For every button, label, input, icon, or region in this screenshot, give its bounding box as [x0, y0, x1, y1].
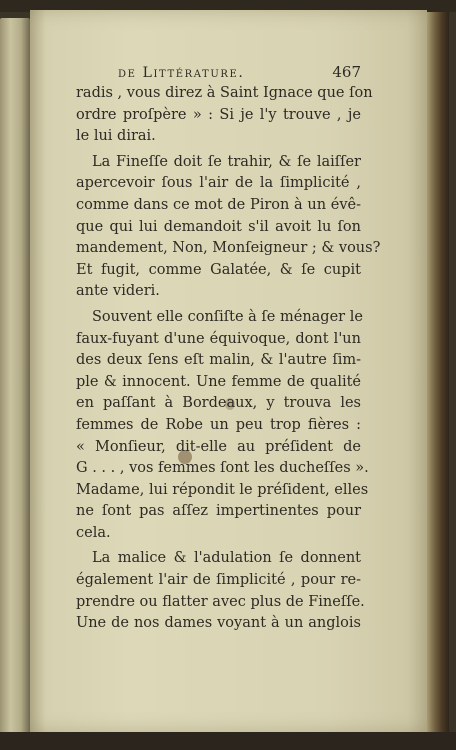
text-line: cela.	[76, 524, 111, 541]
text-line: La malice & l'adulation ſe donnent	[92, 550, 361, 567]
text-line: comme dans ce mot de Piron à un évê-	[76, 196, 361, 213]
page-text	[76, 63, 381, 635]
text-line: Une de nos dames voyant à un anglois	[76, 615, 361, 632]
paragraph	[76, 548, 365, 634]
text-line: le lui dirai.	[76, 128, 156, 145]
text-line: des deux ſens eſt malin, & l'autre ſim-	[76, 352, 361, 369]
text-line: prendre ou flatter avec plus de Fineſſe.	[76, 593, 365, 610]
text-line: ple & innocent. Une femme de qualité	[76, 373, 361, 390]
text-line: Madame, lui répondit le préſident, elles	[76, 481, 369, 498]
book-cover-edge	[427, 12, 449, 732]
text-line: faux-fuyant d'une équivoque, dont l'un	[76, 330, 361, 347]
text-line: femmes de Robe un peu trop fières :	[76, 416, 361, 433]
text-line: ne ſont pas aſſez impertinentes pour	[76, 503, 361, 520]
book-bottom-shadow	[0, 732, 456, 750]
text-line: ante videri.	[76, 283, 160, 300]
text-line: également l'air de ſimplicité , pour re-	[76, 572, 361, 589]
facing-page-edge	[0, 18, 30, 733]
text-line: La Fineſſe doit ſe trahir, & ſe laiſſer	[92, 153, 361, 170]
text-line: apercevoir ſous l'air de la ſimplicité ,	[76, 175, 361, 192]
text-line: radis , vous direz à Saint Ignace que ſon	[76, 85, 373, 101]
text-line: en paſſant à Bordeaux, y trouva les	[76, 395, 361, 412]
text-line: Et fugit, comme Galatée, & ſe cupit	[76, 261, 361, 278]
paragraph	[76, 83, 373, 148]
text-line: mandement, Non, Monſeigneur ; & vous?	[76, 240, 381, 257]
text-line: G . . . , vos femmes ſont les ducheſſes ».	[76, 460, 369, 477]
page-number: 467	[332, 63, 361, 81]
running-title: de Littérature.	[118, 65, 245, 81]
text-line: ordre proſpère » : Si je l'y trouve , je	[76, 106, 361, 123]
paragraph	[76, 152, 381, 303]
text-line: que qui lui demandoit s'il avoit lu ſon	[76, 218, 361, 235]
text-line: Souvent elle conſiſte à ſe ménager le	[92, 308, 363, 325]
running-header	[118, 63, 361, 83]
text-line: « Monſieur, dit-elle au préſident de	[76, 438, 361, 455]
paragraph	[76, 307, 369, 545]
